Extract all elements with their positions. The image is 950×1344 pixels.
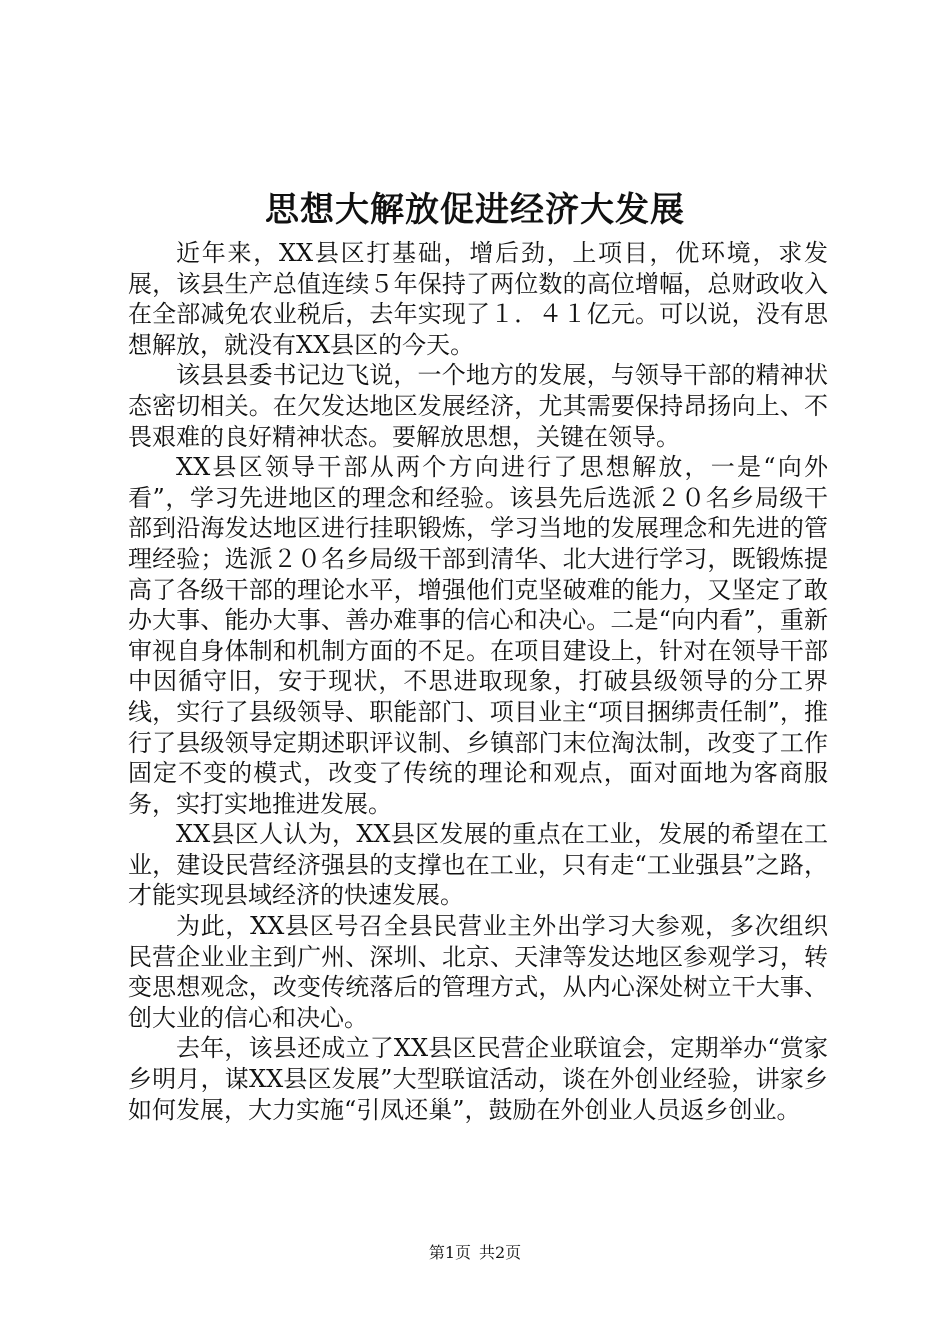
page-number-current: 第1页 (428, 1243, 471, 1262)
page-footer (0, 1242, 950, 1264)
paragraph-6: 去年，该县还成立了XX县区民营企业联谊会，定期举办“赏家乡明月，谋XX县区发展”大型联谊活动，谈在外创业经验，讲家乡如何发展，大力实施“引凤还巢”，鼓励在外创业人员返乡创业。 (128, 1034, 828, 1124)
paragraph-2: 该县县委书记边飞说，一个地方的发展，与领导干部的精神状态密切相关。在欠发达地区发展经济，尤其需要保持昂扬向上、不畏艰难的良好精神状态。要解放思想，关键在领导。 (128, 361, 828, 451)
page-number-total: 共2页 (479, 1243, 522, 1262)
paragraph-3: XX县区领导干部从两个方向进行了思想解放，一是“向外看”，学习先进地区的理念和经验。该县先后选派２０名乡局级干部到沿海发达地区进行挂职锻炼，学习当地的发展理念和先进的管理经验；选派２０名乡局级干部到清华、北大进行学习，既锻炼提高了各级干部的理论水平，增强他们克坚破难的能力，又坚定了敢办大事、能办大事、善办难事的信心和决心。二是“向内看”，重新审视自身体制和机制方面的不足。在项目建设上，针对在领导干部中因循守旧，安于现状，不思进取现象，打破县级领导的分工界线，实行了县级领导、职能部门、项目业主“项目捆绑责任制”，推行了县级领导定期述职评议制、乡镇部门末位淘汰制，改变了工作固定不变的模式，改变了传统的理论和观点，面对面地为客商服务，实打实地推进发展。 (128, 453, 828, 818)
document-body (128, 238, 828, 1125)
document-title: 思想大解放促进经济大发展 (265, 190, 685, 230)
paragraph-4: XX县区人认为，XX县区发展的重点在工业，发展的希望在工业，建设民营经济强县的支撑也在工业，只有走“工业强县”之路，才能实现县域经济的快速发展。 (128, 820, 828, 910)
paragraph-5: 为此，XX县区号召全县民营业主外出学习大参观，多次组织民营企业业主到广州、深圳、北京、天津等发达地区参观学习，转变思想观念，改变传统落后的管理方式，从内心深处树立干大事、创大业的信心和决心。 (128, 912, 828, 1032)
paragraph-1: 近年来，XX县区打基础，增后劲，上项目，优环境，求发展，该县生产总值连续５年保持了两位数的高位增幅，总财政收入在全部减免农业税后，去年实现了１．４１亿元。可以说，没有思想解放，就没有XX县区的今天。 (128, 239, 828, 359)
